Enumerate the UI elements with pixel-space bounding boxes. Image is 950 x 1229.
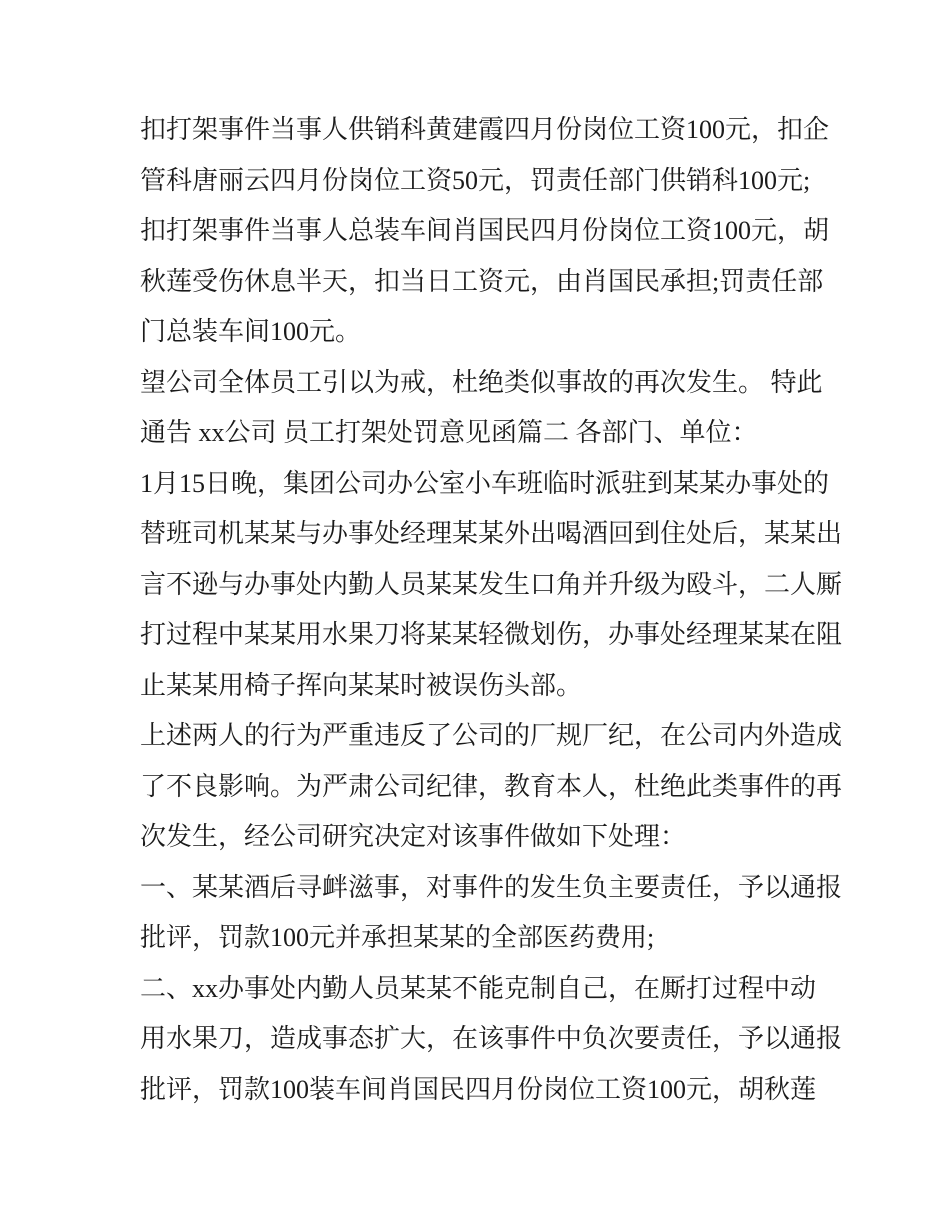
text-line: 次发生，经公司研究决定对该事件做如下处理： <box>140 822 687 851</box>
text-line: 批评，罚款100元并承担某某的全部医药费用; <box>140 923 655 952</box>
text-line: 管科唐丽云四月份岗位工资50元，罚责任部门供销科100元; <box>140 165 811 195</box>
text-line: 替班司机某某与办事处经理某某外出喝酒回到住处后，某某出 <box>140 519 843 548</box>
text-line: 上述两人的行为严重违反了公司的厂规厂纪，在公司内外造成 <box>140 721 843 750</box>
text-line: 1月15日晚，集团公司办公室小车班临时派驻到某某办事处的 <box>140 468 830 498</box>
text-line: 二、xx办事处内勤人员某某不能克制自己，在厮打过程中动 <box>140 973 817 1003</box>
text-line: 通告 xx公司 员工打架处罚意见函篇二 各部门、单位： <box>140 418 758 447</box>
text-line: 扣打架事件当事人总装车间肖国民四月份岗位工资100元，胡 <box>140 216 830 245</box>
text-line: 望公司全体员工引以为戒，杜绝类似事故的再次发生。 特此 <box>140 367 823 397</box>
text-line: 打过程中某某用水果刀将某某轻微划伤，办事处经理某某在阻 <box>140 620 843 649</box>
document-body <box>140 105 843 1115</box>
text-line: 言不逊与办事处内勤人员某某发生口角并升级为殴斗，二人厮 <box>140 569 843 599</box>
text-line: 门总装车间100元。 <box>140 317 362 346</box>
text-line: 一、某某酒后寻衅滋事，对事件的发生负主要责任，予以通报 <box>140 872 843 902</box>
text-line: 扣打架事件当事人供销科黄建霞四月份岗位工资100元，扣企 <box>140 115 830 144</box>
text-line: 批评，罚款100装车间肖国民四月份岗位工资100元，胡秋莲 <box>140 1074 817 1104</box>
text-line: 用水果刀，造成事态扩大，在该事件中负次要责任，予以通报 <box>140 1024 843 1053</box>
text-line: 秋莲受伤休息半天，扣当日工资元，由肖国民承担;罚责任部 <box>140 266 824 296</box>
text-line: 止某某用椅子挥向某某时被误伤头部。 <box>140 670 583 700</box>
text-line: 了不良影响。为严肃公司纪律，教育本人，杜绝此类事件的再 <box>140 771 843 801</box>
